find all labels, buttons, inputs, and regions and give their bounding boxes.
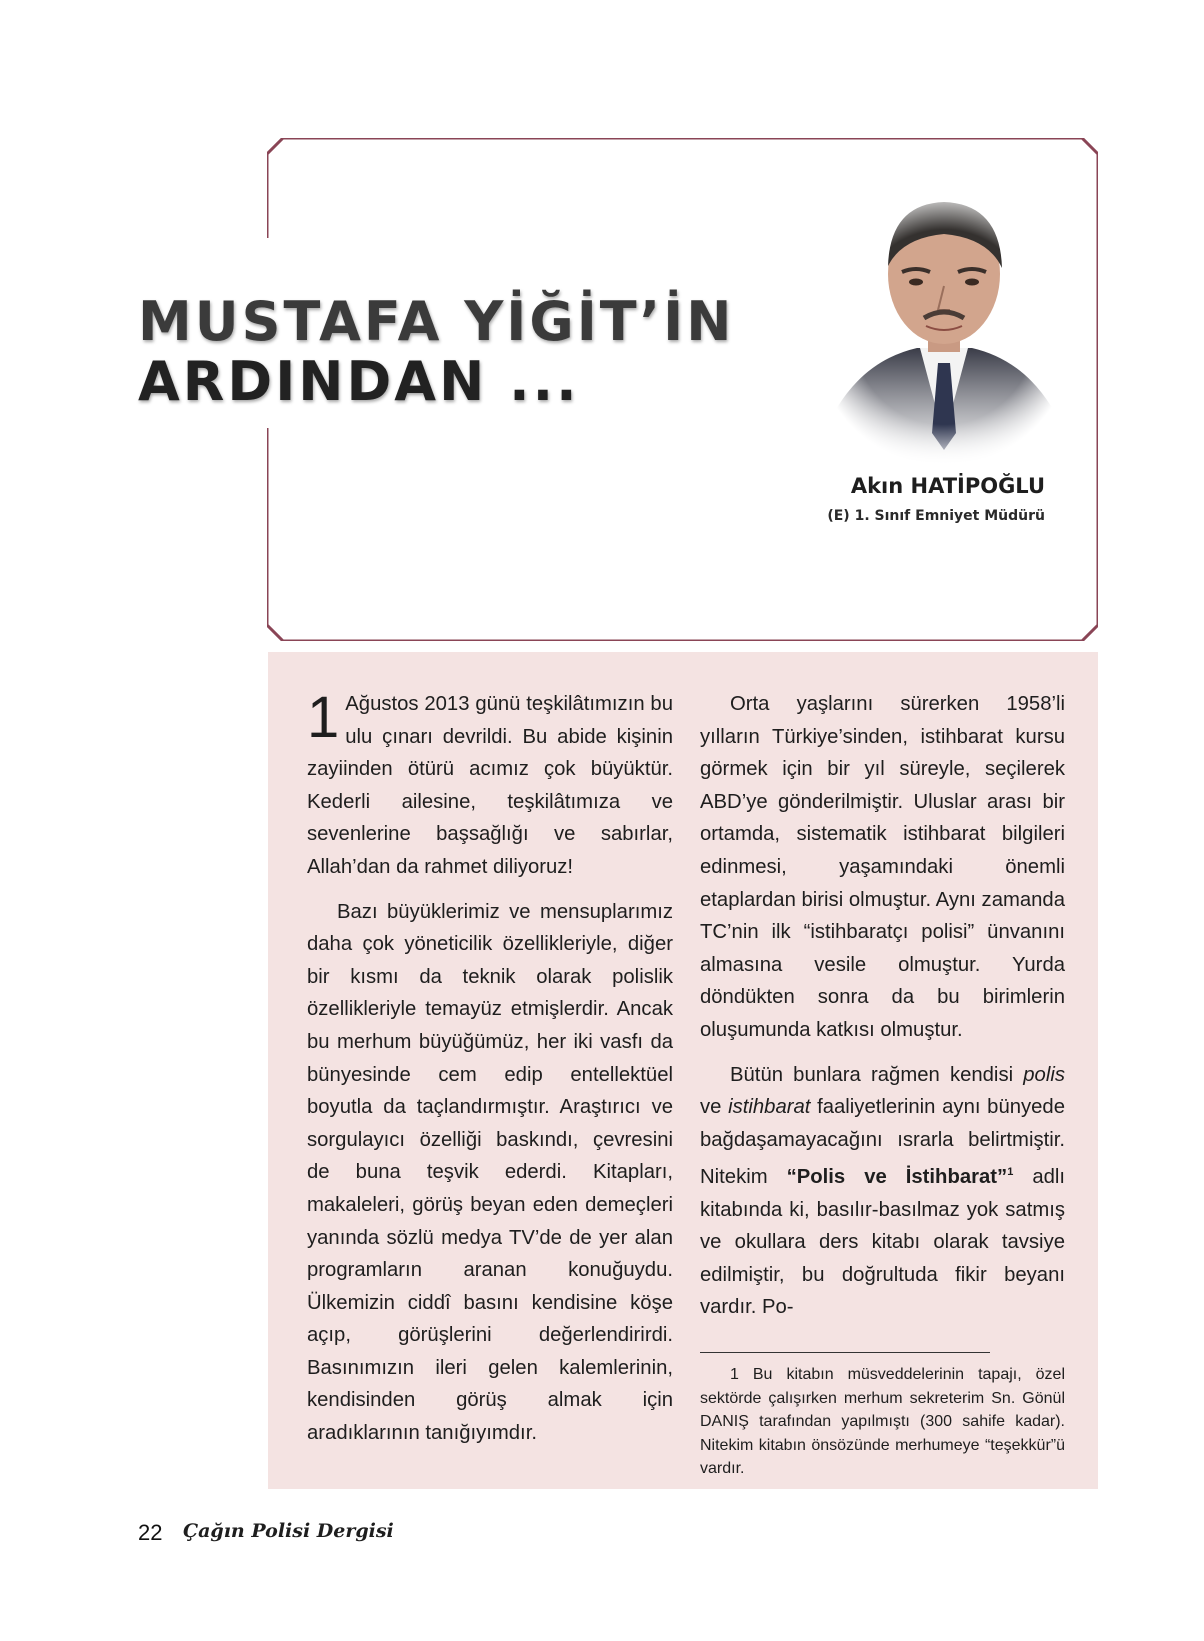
paragraph [700,1059,1065,1325]
page-number: 22 [138,1520,163,1545]
footnote: 1 Bu kitabın müsveddelerinin tapajı, özel sektörde çalışırken merhum sekreterim Sn. Gönül DANIŞ tarafından yapılmıştı (300 sahife kadar). Nitekim kitabın önsözünde merhumeye “teşekkür”ü vardır. [700,1366,1065,1477]
title-line-2: ARDINDAN ... [138,350,580,413]
author-position: (E) 1. Sınıf Emniyet Müdürü [827,508,1045,524]
footnote-ref: 1 [1007,1166,1014,1179]
footnote-divider [700,1352,990,1353]
right-column [700,688,1065,1336]
paragraph-text: Ağustos 2013 günü teşkilâtımızın bu ulu çınarı devrildi. Bu abide kişinin zayiinden ötürü acımız çok büyüktür. Kederli ailesine, teşkilâtımıza ve sevenlerine başsağlığı ve sabırlar, Allah’dan da rahmet diliyoruz! [307,693,673,878]
dropcap: 1 [307,685,340,750]
title-line-1: MUSTAFA YİĞİT’İN [138,290,735,353]
left-column [307,685,673,1462]
paragraph: Orta yaşlarını sürerken 1958’li yılların Türkiye’sinden, istihbarat kursu görmek için bir yıl süreyle, seçilerek ABD’ye gönderilmiştir. Uluslar arası bir ortamda, sistematik istihbarat bilgileri edinmesi, yaşamındaki önemli etaplardan birisi olmuştur. Aynı zamanda TC’nin ilk “istihbaratçı polisi” ünvanını almasına vesile olmuştur. Yurda döndükten sonra da bu birimlerin oluşumunda katkısı olmuştur. [700,693,1065,1041]
paragraph-text: ve [700,1096,722,1119]
paragraph-text: Bütün bunlara rağmen kendisi [730,1063,1014,1086]
article-title [138,292,734,412]
paragraph: Bazı büyüklerimiz ve mensuplarımız daha çok yöneticilik özellikleriyle, diğer bir kısmı da teknik olarak polislik özellikleriyle temayüz etmişlerdir. Ancak bu merhum büyüğümüz, her iki vasfı da bünyesinde cem edip entellektüel boyutla da taçlandırmıştır. Araştırıcı ve sorgulayıcı özelliği baskındı, çevresini de buna teşvik ederdi. Kitapları, makaleleri, görüş beyan eden demeçleri yanında sözlü medya TV’de de yer alan programların aranan konuğuydu. Ülkemizin ciddî basını kendisine köşe açıp, görüşlerini değerlendirirdi. Basınımızın ileri gelen kalemlerinin, kendisinden görüş almak için aradıklarının tanığıyımdır. [307,900,673,1445]
paragraph-text: faaliyetlerinin aynı bünyede bağdaşamayacağını ısrarla belirtmiştir. Nitekim [700,1096,1065,1189]
emphasis-polis: polis [1023,1063,1065,1086]
magazine-name: Çağın Polisi Dergisi [183,1520,394,1542]
book-title: “Polis ve İstihbarat” [786,1166,1008,1189]
emphasis-istihbarat: istihbarat [728,1096,811,1119]
author-portrait [812,188,1076,466]
paragraph-text: adlı kitabında ki, basılır-basılmaz yok satmış ve okullara ders kitabı olarak tavsiye edilmiştir, bu doğrultuda fikir beyanı vardır. Po- [700,1166,1066,1319]
author-name: Akın HATİPOĞLU [850,474,1045,498]
paragraph [307,685,673,884]
